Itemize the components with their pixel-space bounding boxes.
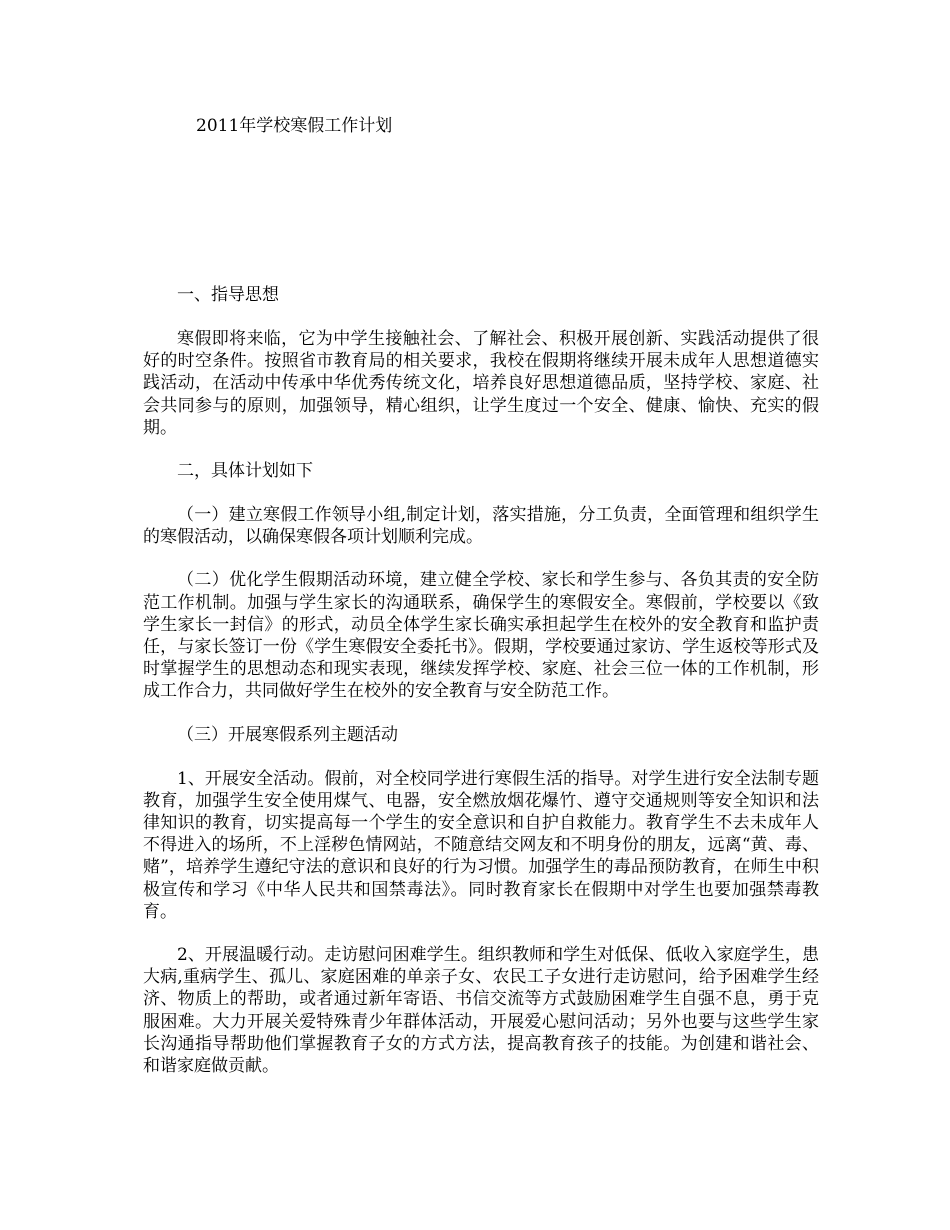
document-body [143, 284, 819, 1077]
paragraph-guiding-ideology: 寒假即将来临，它为中学生接触社会、了解社会、积极开展创新、实践活动提供了很好的时空条件。按照省市教育局的相关要求，我校在假期将继续开展未成年人思想道德实践活动，在活动中传承中华优秀传统文化，培养良好思想道德品质，坚持学校、家庭、社会共同参与的原则，加强领导，精心组织，让学生度过一个安全、健康、愉快、充实的假期。 [143, 329, 819, 438]
section-heading-theme-activities: （三）开展寒假系列主题活动 [177, 724, 398, 745]
paragraph-safety-activities: 1、开展安全活动。假前，对全校同学进行寒假生活的指导。对学生进行安全法制专题教育，加强学生安全使用煤气、电器，安全燃放烟花爆竹、遵守交通规则等安全知识和法律知识的教育，切实提高每一个学生的安全意识和自护自救能力。教育学生不去未成年人不得进入的场所，不上淫秽色情网站，不随意结交网友和不明身份的朋友，远离“黄、毒、赌”，培养学生遵纪守法的意识和良好的行为习惯。加强学生的毒品预防教育，在师生中积极宣传和学习《中华人民共和国禁毒法》。同时教育家长在假期中对学生也要加强禁毒教育。 [143, 768, 819, 922]
section-heading-guiding-ideology: 一、指导思想 [177, 285, 279, 305]
document-title: 2011年学校寒假工作计划 [196, 116, 393, 136]
paragraph-leadership-group: （一）建立寒假工作领导小组,制定计划，落实措施，分工负责，全面管理和组织学生的寒假活动，以确保寒假各项计划顺利完成。 [143, 505, 819, 548]
section-heading-specific-plan: 二，具体计划如下 [177, 461, 313, 482]
paragraph-warmth-actions: 2、开展温暖行动。走访慰问困难学生。组织教师和学生对低保、低收入家庭学生，患大病,重病学生、孤儿、家庭困难的单亲子女、农民工子女进行走访慰问，给予困难学生经济、物质上的帮助，或者通过新年寄语、书信交流等方式鼓励困难学生自强不息，勇于克服困难。大力开展关爱特殊青少年群体活动，开展爱心慰问活动；另外也要与这些学生家长沟通指导帮助他们掌握教育子女的方式方法，提高教育孩子的技能。为创建和谐社会、和谐家庭做贡献。 [143, 945, 819, 1077]
paragraph-safety-environment: （二）优化学生假期活动环境，建立健全学校、家长和学生参与、各负其责的安全防范工作机制。加强与学生家长的沟通联系，确保学生的寒假安全。寒假前，学校要以《致学生家长一封信》的形式，动员全体学生家长确实承担起学生在校外的安全教育和监护责任，与家长签订一份《学生寒假安全委托书》。假期，学校要通过家访、学生返校等形式及时掌握学生的思想动态和现实表现，继续发挥学校、家庭、社会三位一体的工作机制，形成工作合力，共同做好学生在校外的安全教育与安全防范工作。 [143, 570, 819, 702]
